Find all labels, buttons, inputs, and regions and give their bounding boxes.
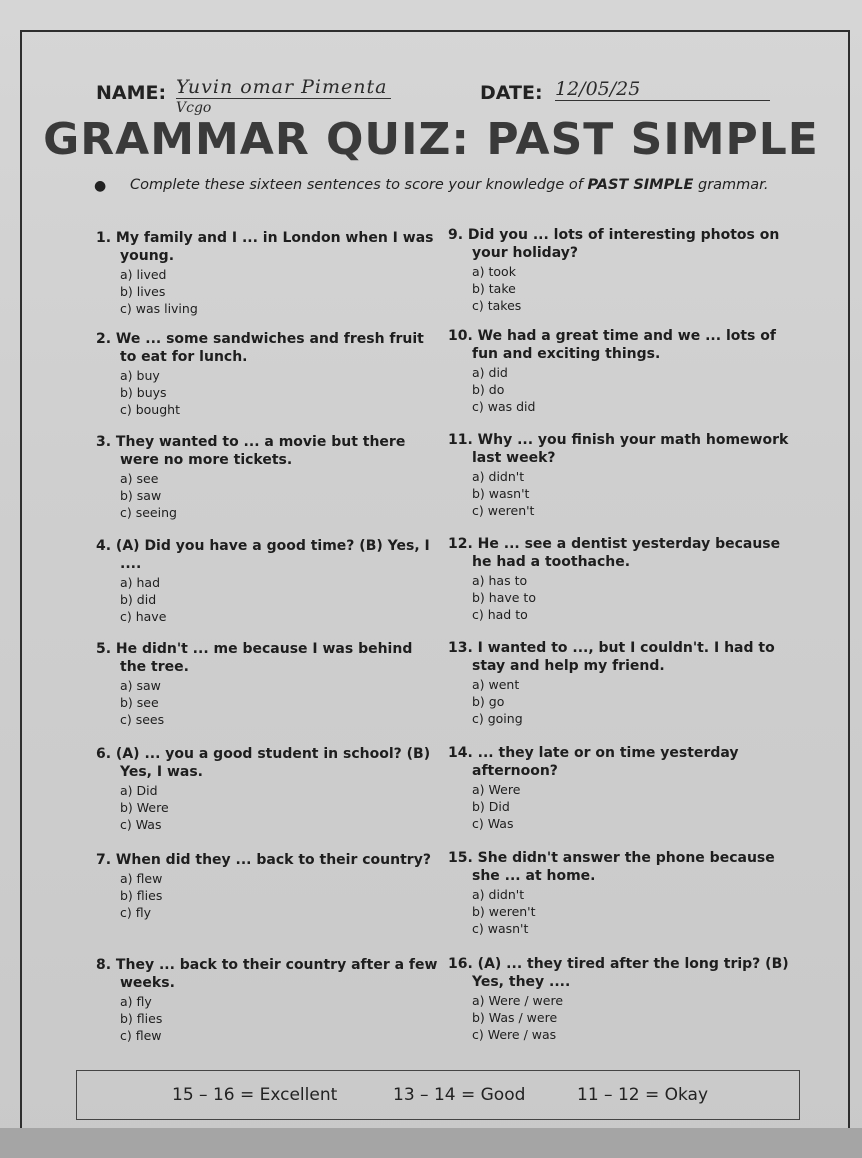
question-text: 9. Did you ... lots of interesting photos on your holiday?	[448, 227, 780, 261]
option-b: b) lives	[120, 284, 166, 299]
option-c: c) going	[472, 711, 523, 726]
question-text: 10. We had a great time and we ... lots of fun and exciting things.	[448, 328, 776, 362]
question-text: 4. (A) Did you have a good time? (B) Yes, I ....	[96, 538, 430, 572]
question-text: 2. We ... some sandwiches and fresh fruit to eat for lunch.	[96, 331, 424, 365]
option-b: b) weren't	[472, 904, 536, 919]
option-c: c) seeing	[120, 505, 177, 520]
option-c: c) sees	[120, 712, 165, 727]
option-c: c) takes	[472, 298, 522, 313]
question-text: 12. He ... see a dentist yesterday because he had a toothache.	[448, 536, 781, 570]
date-handwritten: 12/05/25	[555, 78, 770, 101]
question-13	[448, 639, 793, 727]
option-c: c) had to	[472, 607, 528, 622]
question-8	[96, 956, 441, 1044]
question-10	[448, 327, 793, 415]
question-text: 11. Why ... you finish your math homework last week?	[448, 432, 789, 466]
question-text: 15. She didn't answer the phone because she ... at home.	[448, 850, 775, 884]
option-a: a) Were / were	[472, 993, 564, 1008]
option-a: a) Did	[120, 783, 158, 798]
question-text: 5. He didn't ... me because I was behind the tree.	[96, 641, 413, 675]
option-b: b) do	[472, 382, 505, 397]
option-c: c) flew	[120, 1028, 162, 1043]
question-text: 6. (A) ... you a good student in school? (B) Yes, I was.	[96, 746, 431, 780]
option-a: a) did	[472, 365, 508, 380]
option-a: a) Were	[472, 782, 521, 797]
name-handwritten: Yuvin omar Pimenta	[176, 76, 391, 99]
question-text: 7. When did they ... back to their country?	[96, 852, 431, 868]
option-c: c) Was	[472, 816, 514, 831]
option-b: b) Did	[472, 799, 510, 814]
option-c: c) was did	[472, 399, 536, 414]
question-7	[96, 851, 441, 921]
option-b: b) buys	[120, 385, 167, 400]
question-2	[96, 330, 441, 418]
option-a: a) has to	[472, 573, 528, 588]
question-16	[448, 955, 793, 1043]
option-a: a) buy	[120, 368, 160, 383]
option-c: c) Were / was	[472, 1027, 557, 1042]
instructions-text-start: Complete these sixteen sentences to score your knowledge of	[130, 177, 588, 193]
question-text: 14. ... they late or on time yesterday afternoon?	[448, 745, 739, 779]
option-b: b) wasn't	[472, 486, 530, 501]
name-label: NAME:	[96, 82, 167, 104]
option-b: b) flies	[120, 888, 163, 903]
option-b: b) Were	[120, 800, 169, 815]
option-b: b) did	[120, 592, 157, 607]
question-11	[448, 431, 793, 519]
question-text: 1. My family and I ... in London when I was young.	[96, 230, 434, 264]
option-c: c) Was	[120, 817, 162, 832]
option-b: b) Was / were	[472, 1010, 558, 1025]
question-text: 16. (A) ... they tired after the long trip? (B) Yes, they ....	[448, 956, 789, 990]
option-a: a) didn't	[472, 887, 525, 902]
background-surface	[0, 1128, 862, 1158]
score-good: 13 – 14 = Good	[393, 1085, 526, 1105]
option-b: b) take	[472, 281, 516, 296]
question-15	[448, 849, 793, 937]
score-okay: 11 – 12 = Okay	[577, 1085, 709, 1105]
question-9	[448, 226, 793, 314]
option-c: c) weren't	[472, 503, 535, 518]
option-a: a) flew	[120, 871, 163, 886]
instructions	[130, 177, 768, 193]
option-a: a) see	[120, 471, 159, 486]
option-c: c) was living	[120, 301, 198, 316]
option-b: b) saw	[120, 488, 162, 503]
question-14	[448, 744, 793, 832]
question-12	[448, 535, 793, 623]
option-a: a) fly	[120, 994, 152, 1009]
option-a: a) had	[120, 575, 161, 590]
question-text: 8. They ... back to their country after a few weeks.	[96, 957, 438, 991]
instructions-topic: PAST SIMPLE	[587, 177, 694, 193]
option-c: c) have	[120, 609, 167, 624]
question-5	[96, 640, 441, 728]
option-b: b) flies	[120, 1011, 163, 1026]
question-6	[96, 745, 441, 833]
question-text: 13. I wanted to ..., but I couldn't. I had to stay and help my friend.	[448, 640, 775, 674]
question-4	[96, 537, 441, 625]
name-handwritten-second-line: Vcgo	[176, 100, 212, 116]
option-b: b) go	[472, 694, 505, 709]
option-a: a) went	[472, 677, 520, 692]
option-a: a) saw	[120, 678, 161, 693]
option-a: a) took	[472, 264, 516, 279]
bullet-icon: ●	[94, 178, 107, 194]
instructions-text-end: grammar.	[693, 177, 769, 193]
option-b: b) see	[120, 695, 159, 710]
question-3	[96, 433, 441, 521]
score-excellent: 15 – 16 = Excellent	[172, 1085, 338, 1105]
option-a: a) lived	[120, 267, 167, 282]
option-c: c) fly	[120, 905, 151, 920]
question-text: 3. They wanted to ... a movie but there were no more tickets.	[96, 434, 406, 468]
option-a: a) didn't	[472, 469, 525, 484]
date-label: DATE:	[480, 82, 543, 104]
quiz-title: GRAMMAR QUIZ: PAST SIMPLE	[43, 114, 819, 165]
option-c: c) wasn't	[472, 921, 529, 936]
option-c: c) bought	[120, 402, 180, 417]
question-1	[96, 229, 441, 317]
option-b: b) have to	[472, 590, 536, 605]
